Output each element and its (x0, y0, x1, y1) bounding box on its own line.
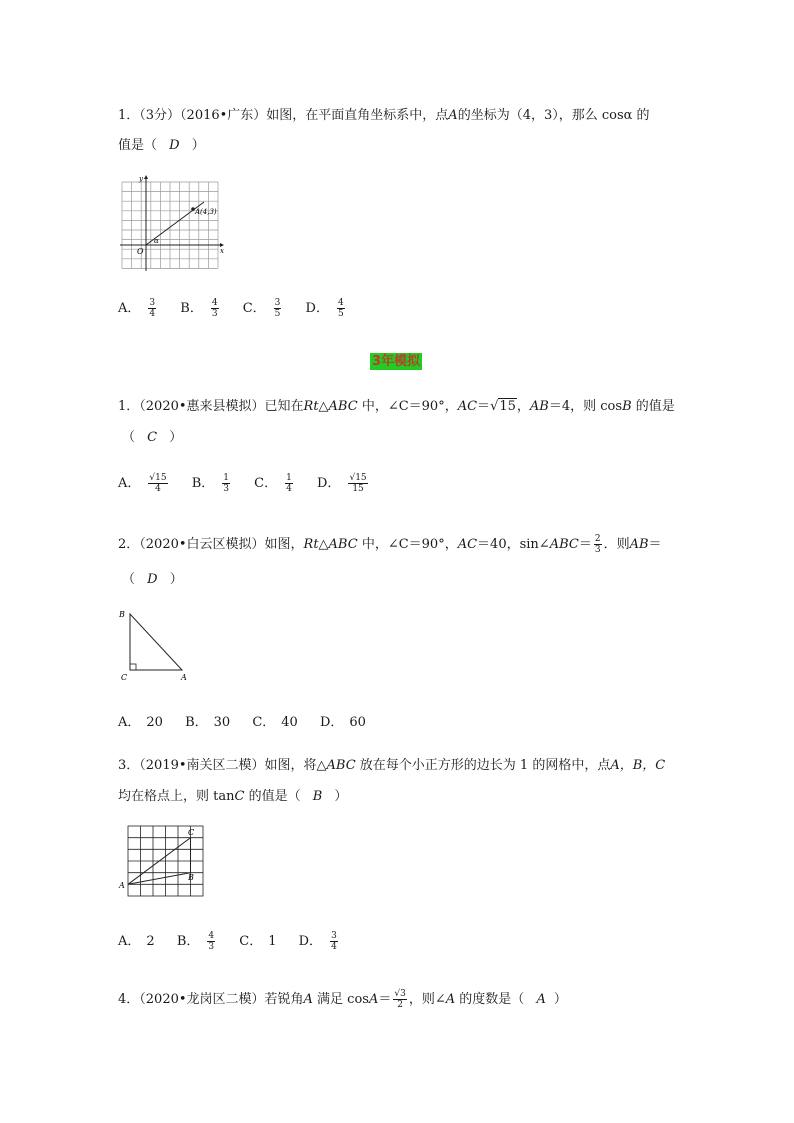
m2-option-d[interactable]: D． 60 (319, 715, 366, 730)
m2-figure (112, 604, 194, 684)
m1-option-a[interactable]: A． $\frac{√15}{4}$ (118, 473, 167, 494)
q1-y-arrow (144, 175, 148, 179)
m1-option-c[interactable]: C． $\frac{1}{4}$ (254, 473, 292, 494)
q1-option-b[interactable]: B． $\frac{4}{3}$ (180, 298, 218, 319)
m2-line1: 2．（2020•白云区模拟）如图，Rt△ABC 中，∠C＝90°，AC＝40，sin∠ABC＝ $\frac{2}{3}$ ．则AB＝ (118, 534, 662, 555)
m1-options (118, 472, 388, 494)
q1-line2: 值是（ D ） (118, 138, 205, 153)
q1-angle-label: α (154, 237, 159, 245)
q1-point-label: A(4,3) (195, 208, 217, 216)
m2-label-b: B (119, 610, 125, 619)
m3-options (118, 930, 358, 952)
m3-option-b[interactable]: B． $\frac{4}{3}$ (176, 931, 215, 952)
q1-x-label: x (220, 247, 224, 255)
m3-option-d[interactable]: D． $\frac{3}{4}$ (298, 931, 337, 952)
q1-y-label: y (139, 175, 143, 183)
m1-line2: （ C ） (122, 430, 183, 445)
m3-option-a[interactable]: A． 2 (118, 934, 155, 949)
q1-figure (116, 172, 228, 272)
m1-line1: 1．（2020•惠来县模拟）已知在Rt△ABC 中，∠C＝90°，AC＝√15，AB＝4，则 cosB 的值是 (118, 399, 675, 414)
m3-line1: 3．（2019•南关区二模）如图，将△ABC 放在每个小正方形的边长为 1 的网格中，点A，B，C (118, 758, 666, 773)
q1-origin-label: O (137, 247, 144, 256)
m1-option-b[interactable]: B． $\frac{1}{3}$ (191, 473, 230, 494)
q1-option-a[interactable]: A． $\frac{3}{4}$ (118, 298, 156, 319)
m1-answer: C (147, 430, 158, 445)
m2-answer: D (147, 572, 158, 587)
m4-answer: A (536, 992, 546, 1007)
m3-label-b: B (188, 873, 194, 882)
m2-triangle (130, 614, 182, 670)
m2-right-angle-mark (130, 664, 136, 670)
m2-label-a: A (181, 673, 187, 682)
m2-option-b[interactable]: B． 30 (185, 715, 231, 730)
m3-label-a: A (119, 881, 125, 890)
m3-label-c: C (188, 828, 195, 837)
m2-line2: （ D ） (122, 572, 183, 587)
m4-line1: 4．（2020•龙岗区二模）若锐角A 满足 cosA＝ $\frac{√3}{2}$ ，则∠A 的度数是（ A ） (118, 989, 567, 1010)
m1-option-d[interactable]: D． $\frac{√15}{15}$ (317, 473, 367, 494)
m3-line2: 均在格点上，则 tanC 的值是（ B ） (118, 789, 348, 804)
q1-option-d[interactable]: D． $\frac{4}{5}$ (305, 298, 344, 319)
m2-label-c: C (121, 673, 128, 682)
m3-figure (116, 822, 208, 898)
m3-answer: B (312, 789, 323, 804)
q1-line1: 1．（3分）（2016•广东）如图，在平面直角坐标系中，点A的坐标为（4，3），那么 cosα 的 (118, 108, 650, 123)
q1-options (118, 297, 365, 319)
m2-option-c[interactable]: C． 40 (252, 715, 298, 730)
m3-option-c[interactable]: C． 1 (239, 934, 277, 949)
m2-option-a[interactable]: A． 20 (118, 715, 163, 730)
section-title: 3年模拟 (372, 354, 421, 369)
q1-option-c[interactable]: C． $\frac{3}{5}$ (242, 298, 281, 319)
m2-options (118, 711, 384, 730)
q1-answer: D (169, 138, 180, 153)
